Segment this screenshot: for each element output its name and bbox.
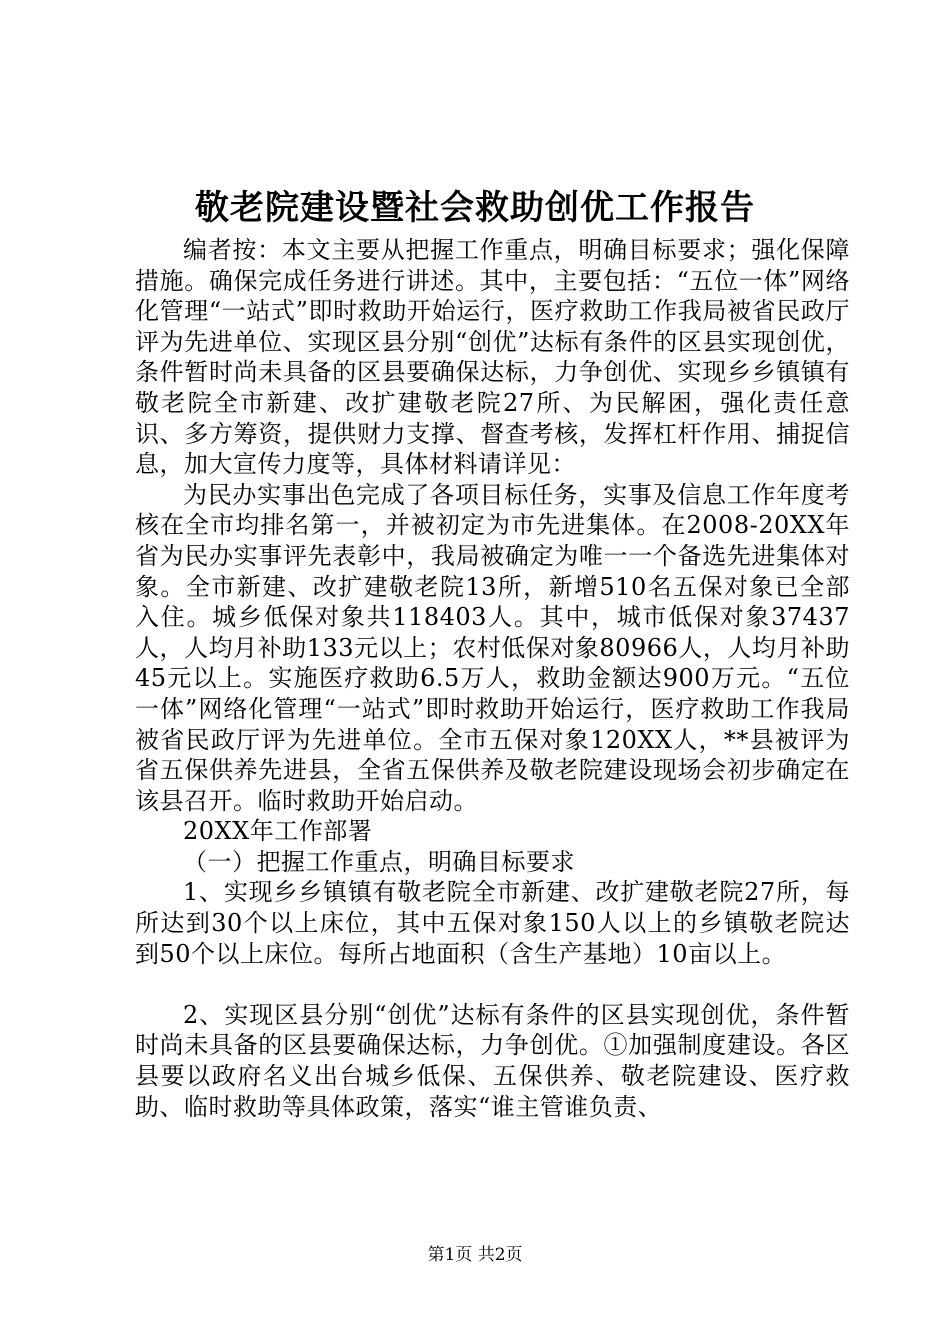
section-heading: 20XX年工作部署 <box>183 817 373 846</box>
document-title: 敬老院建设暨社会救助创优工作报告 <box>195 188 755 228</box>
subsection-heading: （一）把握工作重点，明确目标要求 <box>183 847 575 876</box>
page-footer: 第1页 共2页 <box>427 1245 523 1265</box>
item-2-paragraph: 2、实现区县分别“创优”达标有条件的区县实现创优，条件暂时尚未具备的区县要确保达标，力争创优。①加强制度建设。各区县要以政府名义出台城乡低保、五保供养、敬老院建设、医疗救助、临时救助等具体政策，落实“谁主管谁负责、 <box>135 1000 850 1121</box>
item-1-paragraph: 1、实现乡乡镇镇有敬老院全市新建、改扩建敬老院27所，每所达到30个以上床位，其中五保对象150人以上的乡镇敬老院达到50个以上床位。每所占地面积（含生产基地）10亩以上。 <box>135 878 850 968</box>
document-body <box>135 235 850 1122</box>
editor-note-paragraph: 编者按：本文主要从把握工作重点，明确目标要求；强化保障措施。确保完成任务进行讲述。其中，主要包括：“五位一体”网络化管理“一站式”即时救助开始运行，医疗救助工作我局被省民政厅评为先进单位、实现区县分别“创优”达标有条件的区县实现创优，条件暂时尚未具备的区县要确保达标，力争创优、实现乡乡镇镇有敬老院全市新建、改扩建敬老院27所、为民解困，强化责任意识、多方筹资，提供财力支撑、督查考核，发挥杠杆作用、捕捉信息，加大宣传力度等，具体材料请详见： <box>135 236 850 479</box>
achievements-paragraph: 为民办实事出色完成了各项目标任务，实事及信息工作年度考核在全市均排名第一，并被初定为市先进集体。在2008-20XX年省为民办实事评先表彰中，我局被确定为唯一一个备选先进集体对象。全市新建、改扩建敬老院13所，新增510名五保对象已全部入住。城乡低保对象共118403人。其中，城市低保对象37437人，人均月补助133元以上；农村低保对象80966人，人均月补助45元以上。实施医疗救助6.5万人，救助金额达900万元。“五位一体”网络化管理“一站式”即时救助开始运行，医疗救助工作我局被省民政厅评为先进单位。全市五保对象120XX人，**县被评为省五保供养先进县，全省五保供养及敬老院建设现场会初步确定在该县召开。临时救助开始启动。 <box>135 480 850 815</box>
